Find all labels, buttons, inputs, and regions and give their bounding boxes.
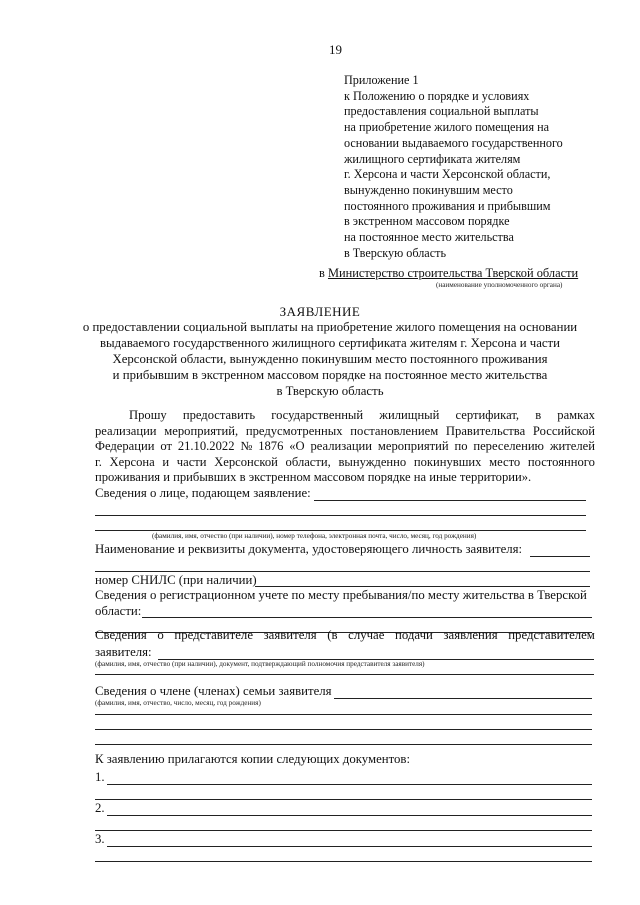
family-members-field[interactable]: [95, 729, 592, 730]
annex-line: к Положению о порядке и условиях: [344, 88, 530, 103]
annex-line: вынужденно покинувшим место: [344, 182, 513, 197]
attachment-field-1[interactable]: [107, 784, 592, 785]
addressee-prefix: в: [319, 266, 325, 280]
paragraph-word: по: [454, 439, 468, 453]
applicant-info-field[interactable]: [95, 530, 586, 531]
family-members-label: Сведения о члене (членах) семьи заявителя: [95, 684, 332, 698]
paragraph-word: 1876: [258, 439, 284, 453]
paragraph-word: вынужденно: [338, 454, 407, 469]
applicant-info-field[interactable]: [95, 515, 586, 516]
family-members-field[interactable]: [95, 744, 592, 745]
attachments-intro: К заявлению прилагаются копии следующих документов:: [95, 752, 411, 766]
paragraph-word: Херсонской: [214, 454, 278, 469]
paragraph-word: Правительства: [445, 423, 526, 438]
paragraph-line: [95, 439, 595, 455]
annex-block: [344, 73, 563, 261]
paragraph-line: [95, 470, 595, 486]
annex-line: в экстренном массовом порядке: [344, 214, 510, 229]
representative-field[interactable]: [95, 674, 594, 675]
registration-label: области:: [95, 604, 142, 618]
paragraph-word: жителей: [549, 439, 595, 453]
paragraph-word: области,: [285, 454, 331, 469]
id-document-field[interactable]: [530, 556, 590, 557]
id-document-field[interactable]: [95, 571, 590, 572]
id-document-label: Наименование и реквизиты документа, удостоверяющего личность заявителя:: [95, 542, 523, 556]
family-members-field[interactable]: [334, 698, 592, 699]
paragraph-word: представителем: [508, 628, 595, 642]
paragraph-word: предусмотренных: [245, 423, 343, 438]
snils-field[interactable]: [255, 586, 590, 587]
subtitle-line: и прибывшим в экстренном массовом порядке на постоянное место жительства: [112, 368, 548, 382]
paragraph-word: мероприятий: [377, 439, 449, 453]
subtitle-line: Херсонской области, вынужденно покинувшим место постоянного проживания: [112, 352, 548, 366]
annex-line: жилищного сертификата жителям: [344, 151, 521, 166]
document-title: ЗАЯВЛЕНИЕ: [279, 304, 361, 319]
paragraph-word: Федерации: [95, 439, 155, 453]
paragraph-word: мероприятий,: [164, 423, 239, 438]
attachment-number: 1.: [95, 770, 105, 784]
annex-line: в Тверскую область: [344, 245, 447, 260]
registration-field[interactable]: [142, 617, 592, 618]
attachment-field-1[interactable]: [95, 799, 592, 800]
paragraph-word: г.: [95, 454, 102, 469]
request-paragraph: [95, 408, 595, 486]
paragraph-line: [95, 424, 595, 440]
paragraph-word: и: [162, 454, 170, 469]
snils-label: номер СНИЛС (при наличии): [95, 573, 257, 587]
family-hint: (фамилия, имя, отчество, число, месяц, год рождения): [95, 699, 261, 707]
paragraph-word: место: [489, 454, 521, 469]
representative-label: заявителя:: [95, 645, 152, 659]
registration-label: Сведения о регистрационном учете по месту пребывания/по месту жительства в Тверской: [95, 588, 587, 602]
paragraph-word: постоянного: [527, 454, 595, 469]
paragraph-word: переселению: [473, 439, 544, 453]
family-members-field[interactable]: [95, 714, 592, 715]
attachment-field-2[interactable]: [95, 830, 592, 831]
attachment-number: 3.: [95, 832, 105, 846]
attachment-number: 2.: [95, 801, 105, 815]
annex-line: Приложение 1: [344, 73, 419, 87]
paragraph-word: заявления: [443, 628, 498, 642]
paragraph-word: 21.10.2022: [177, 439, 235, 453]
paragraph-word: реализации: [95, 423, 157, 438]
page-number: 19: [329, 42, 342, 57]
paragraph-word: заявителя: [263, 628, 317, 642]
paragraph-word: постановлением: [350, 423, 439, 438]
applicant-info-field[interactable]: [314, 500, 586, 501]
paragraph-word: рамках: [557, 408, 595, 422]
annex-line: г. Херсона и части Херсонской области,: [344, 167, 551, 182]
paragraph-word: предоставить: [182, 408, 256, 422]
paragraph-word: (в: [327, 628, 338, 642]
attachment-field-2[interactable]: [107, 815, 592, 816]
paragraph-word: Сведения: [95, 628, 147, 642]
paragraph-word: реализации: [310, 439, 373, 453]
applicant-info-label: Сведения о лице, подающем заявление:: [95, 486, 311, 500]
paragraph-word: подачи: [395, 628, 433, 642]
subtitle-line: выдаваемого государственного жилищного сертификата жителям г. Херсона и части: [100, 336, 560, 350]
paragraph-word: представителе: [174, 628, 253, 642]
paragraph-line: [95, 408, 595, 424]
annex-line: постоянного проживания и прибывшим: [344, 198, 551, 213]
annex-line: на постоянное место жительства: [344, 230, 514, 245]
paragraph-word: №: [240, 439, 253, 453]
addressee-organ: Министерство строительства Тверской области: [327, 266, 579, 280]
paragraph-word: покинувших: [413, 454, 482, 469]
paragraph-word: проживания и прибывших в экстренном массовом порядке на иные территории».: [95, 470, 532, 484]
paragraph-word: сертификат,: [455, 408, 520, 422]
attachment-field-3[interactable]: [107, 846, 592, 847]
attachment-field-3[interactable]: [95, 861, 592, 862]
paragraph-word: случае: [348, 628, 385, 642]
annex-line: на приобретение жилого помещения на: [344, 120, 550, 135]
paragraph-word: Прошу: [129, 408, 167, 422]
representative-hint: (фамилия, имя, отчество (при наличии), документ, подтверждающий полномочия представителя заявителя): [95, 660, 425, 668]
paragraph-word: части: [176, 454, 207, 469]
subtitle-line: о предоставлении социальной выплаты на приобретение жилого помещения на основании: [82, 320, 578, 334]
representative-label: [95, 628, 595, 643]
paragraph-word: «О: [289, 439, 305, 453]
paragraph-word: жилищный: [379, 408, 440, 422]
paragraph-word: от: [160, 439, 172, 453]
addressee-hint: (наименование уполномоченного органа): [436, 281, 563, 289]
paragraph-word: Херсона: [109, 454, 155, 469]
paragraph-word: о: [157, 628, 164, 642]
annex-line: предоставления социальной выплаты: [344, 104, 539, 119]
paragraph-line: [95, 455, 595, 471]
paragraph-word: в: [535, 408, 542, 422]
paragraph-word: государственный: [271, 408, 364, 422]
annex-line: основании выдаваемого государственного: [344, 135, 563, 150]
document-subtitle: [60, 319, 600, 399]
paragraph-word: Российской: [532, 423, 595, 438]
subtitle-line: в Тверскую область: [276, 384, 384, 398]
addressee: [319, 266, 578, 281]
applicant-hint: (фамилия, имя, отчество (при наличии), номер телефона, электронная почта, число, месяц, год рождения): [152, 532, 477, 540]
